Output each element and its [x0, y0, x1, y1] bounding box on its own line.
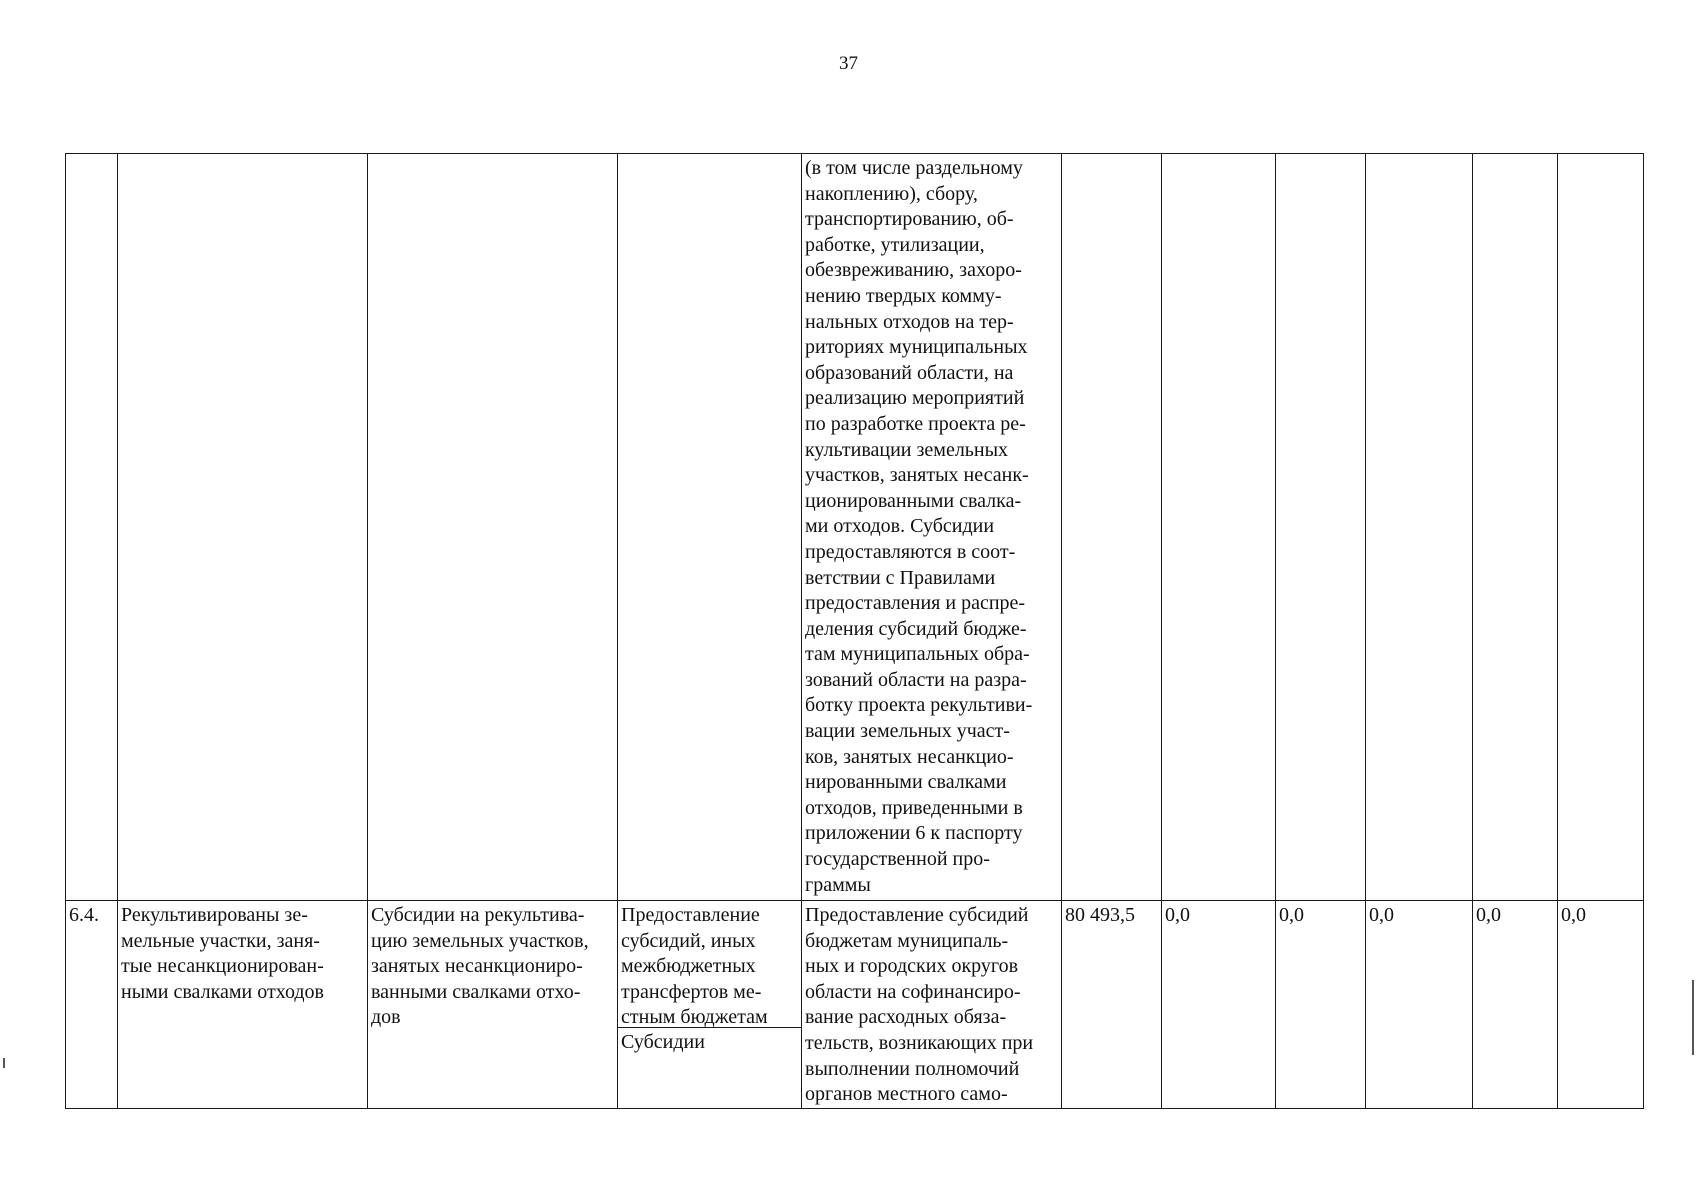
type-cell	[618, 901, 802, 1109]
program-activities-table	[65, 153, 1644, 1109]
value-cell: 0,0	[1276, 901, 1366, 1109]
type-cell	[618, 154, 802, 901]
table-row-continuation	[66, 154, 1644, 901]
value-cell: 0,0	[1473, 901, 1558, 1109]
value-cell	[1558, 154, 1644, 901]
value-cell: 80 493,5	[1062, 901, 1162, 1109]
value-cell	[1276, 154, 1366, 901]
scan-edge-mark	[3, 1058, 5, 1068]
result-cell	[118, 154, 368, 901]
value-cell	[1473, 154, 1558, 901]
measure-cell	[368, 154, 618, 901]
type-bottom: Субсидии	[621, 1031, 705, 1053]
value-cell: 0,0	[1162, 901, 1276, 1109]
scan-edge-mark	[1692, 980, 1694, 1055]
mechanism-cell: Предоставление субсидий бюджетам муниципаль- ных и городских округов области на софинансиро- вание расходных обяза- тельств, возникающих при выполнении полномочий органов местного само-	[802, 901, 1062, 1109]
result-cell: Рекультивированы зе- мельные участки, заня- тые несанкционирован- ными свалками отходов	[118, 901, 368, 1109]
number-cell: 6.4.	[66, 901, 118, 1109]
value-cell	[1162, 154, 1276, 901]
page-number: 37	[839, 53, 858, 74]
mechanism-cell: (в том числе раздельному накоплению), сбору, транспортированию, об- работке, утилизации, обезвреживанию, захоро- нению твердых комму- нальных отходов на тер- риториях муниципальных образований области, на реализацию мероприятий по разработке проекта ре- культивации земельных участков, занятых несанк- ционированными свалка- ми отходов. Субсидии предоставляются в соот- ветствии с Правилами предоставления и распре- деления субсидий бюдже- там муниципальных обра- зований области на разра- ботку проекта рекультиви- вации земельных участ- ков, занятых несанкцио- нированными свалками отходов, приведенными в приложении 6 к паспорту государственной про- граммы	[802, 154, 1062, 901]
value-cell: 0,0	[1558, 901, 1644, 1109]
value-cell: 0,0	[1366, 901, 1473, 1109]
table-row-6-4	[66, 901, 1644, 1109]
measure-cell: Субсидии на рекультива- цию земельных участков, занятых несанкциониро- ванными свалками отхо- дов	[368, 901, 618, 1109]
value-cell	[1062, 154, 1162, 901]
number-cell	[66, 154, 118, 901]
value-cell	[1366, 154, 1473, 901]
type-top: Предоставление субсидий, иных межбюджетных трансфертов ме- стным бюджетам	[618, 901, 801, 1028]
